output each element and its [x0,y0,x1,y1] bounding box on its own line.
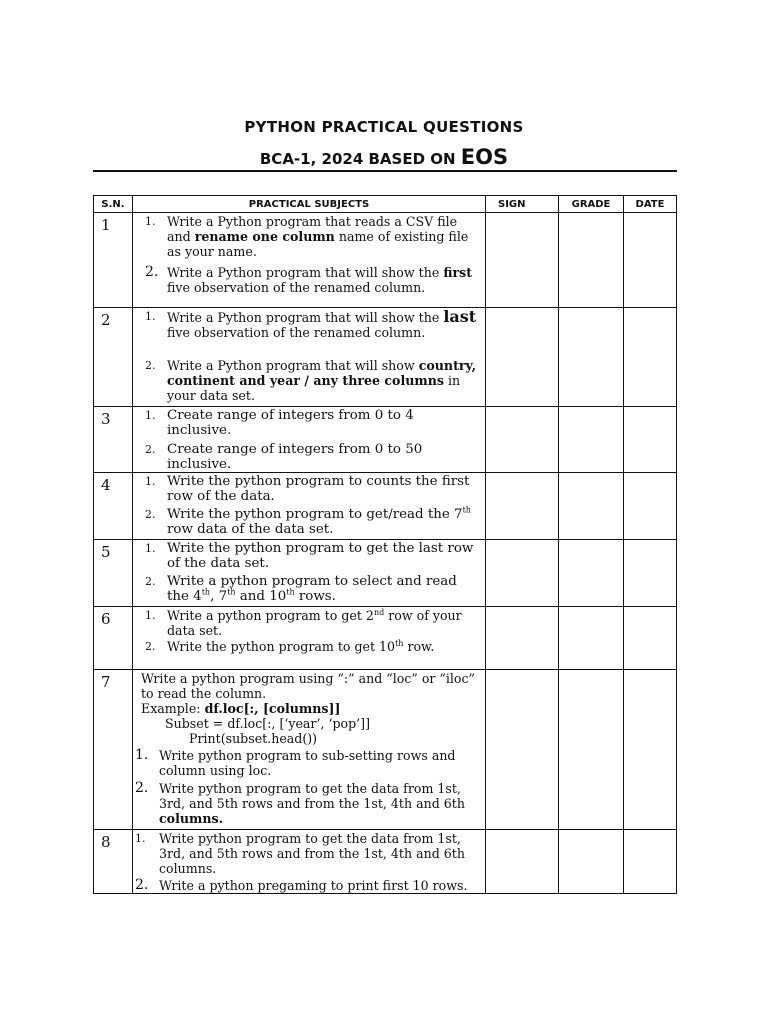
header-grade: GRADE [559,196,624,213]
grade-cell[interactable] [559,830,624,894]
row-number: 6 [94,607,133,670]
example-line: Example: df.loc[:, [columns]] [141,701,341,716]
grade-cell[interactable] [559,540,624,607]
table-row [94,607,677,670]
header-sn: S.N. [94,196,133,213]
question-item: 1. Write python program to sub-setting rows and column using loc. [135,747,456,778]
subjects-cell [133,407,486,473]
date-cell[interactable] [624,540,677,607]
subjects-cell [133,540,486,607]
table-row [94,830,677,894]
sign-cell[interactable] [486,607,559,670]
grade-cell[interactable] [559,407,624,473]
table-header-row [94,196,677,213]
table-row [94,670,677,830]
question-item: 2. Write the python program to get 10th row. [145,638,435,654]
table-row [94,473,677,540]
row-number: 8 [94,830,133,894]
question-item: 1. Write the python program to counts the first row of the data. [145,474,470,504]
question-item: 1. Write a python program to get 2nd row of your data set. [145,607,462,638]
grade-cell[interactable] [559,213,624,308]
date-cell[interactable] [624,308,677,407]
row-number: 7 [94,670,133,830]
sign-cell[interactable] [486,473,559,540]
sign-cell[interactable] [486,213,559,308]
question-item: 2. Write a python pregaming to print first 10 rows. [135,877,468,893]
row-number: 3 [94,407,133,473]
table-row [94,407,677,473]
grade-cell[interactable] [559,473,624,540]
sign-cell[interactable] [486,830,559,894]
grade-cell[interactable] [559,308,624,407]
code-line: Print(subset.head()) [189,731,318,746]
date-cell[interactable] [624,670,677,830]
date-cell[interactable] [624,473,677,540]
row-number: 5 [94,540,133,607]
document-title: PYTHON PRACTICAL QUESTIONS [244,118,524,136]
code-line: Subset = df.loc[:, [‘year’, ‘pop’]] [165,716,370,731]
question-intro: Write a python program using “:” and “loc” or “iloc” to read the column. [141,671,475,701]
document-subtitle [0,145,768,169]
subjects-cell [133,607,486,670]
sign-cell[interactable] [486,308,559,407]
sign-cell[interactable] [486,407,559,473]
practical-table [93,195,677,894]
header-sign: SIGN [486,196,559,213]
question-item: 2. Write a Python program that will show country, continent and year / any three columns in your data set. [145,358,477,403]
header-subjects: PRACTICAL SUBJECTS [133,196,486,213]
header-date: DATE [624,196,677,213]
title-underline [93,170,677,172]
subjects-cell [133,213,486,308]
subtitle-text: BCA-1, 2024 BASED ON [259,150,456,168]
question-item: 1. Write a Python program that will show the last five observation of the renamed column. [145,307,477,340]
table-row [94,540,677,607]
subjects-cell [133,670,486,830]
subjects-cell [133,830,486,894]
sign-cell[interactable] [486,670,559,830]
row-number: 4 [94,473,133,540]
question-item: 2. Write the python program to get/read the 7th row data of the data set. [145,505,471,537]
row-number: 1 [94,213,133,308]
question-item: 1. Write the python program to get the last row of the data set. [145,541,474,571]
subtitle-eos: EOS [460,145,509,169]
date-cell[interactable] [624,607,677,670]
question-item: 2. Create range of integers from 0 to 50 inclusive. [145,442,423,472]
question-item: 1. Write python program to get the data from 1st, 3rd, and 5th rows and from the 1st, 4th and 6th columns. [135,831,465,876]
question-item: 2. Write a python program to select and read the 4th, 7th and 10th rows. [145,574,457,604]
subjects-cell [133,473,486,540]
row-number: 2 [94,308,133,407]
table-row [94,308,677,407]
question-item: 1. Write a Python program that reads a CSV file and rename one column name of existing file as your name. [145,214,469,259]
question-item: 1. Create range of integers from 0 to 4 inclusive. [145,408,414,438]
subjects-cell [133,308,486,407]
date-cell[interactable] [624,213,677,308]
table-row [94,213,677,308]
sign-cell[interactable] [486,540,559,607]
question-item: 2. Write a Python program that will show the first five observation of the renamed column. [145,264,473,295]
grade-cell[interactable] [559,607,624,670]
date-cell[interactable] [624,407,677,473]
grade-cell[interactable] [559,670,624,830]
date-cell[interactable] [624,830,677,894]
question-item: 2. Write python program to get the data from 1st, 3rd, and 5th rows and from the 1st, 4th and 6th columns. [135,780,465,826]
